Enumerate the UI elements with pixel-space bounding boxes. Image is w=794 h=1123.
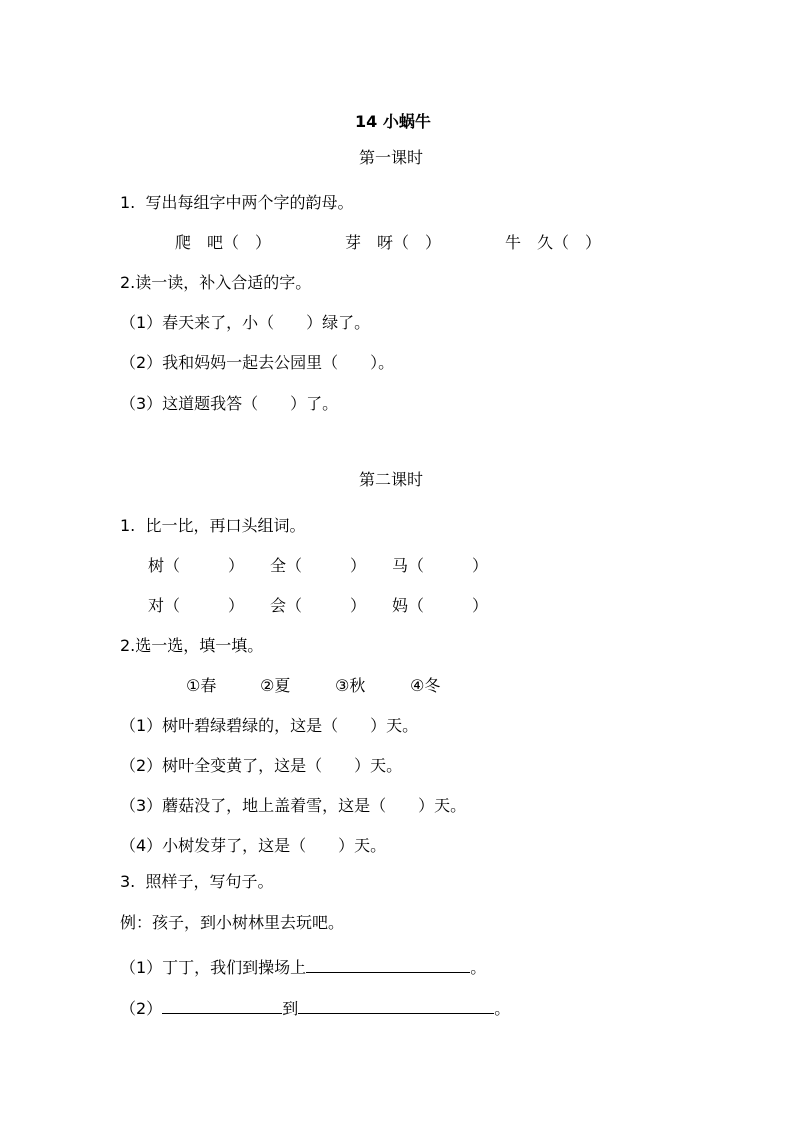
- l1-q2-item: （2）我和妈妈一起去公园里（ ）。: [120, 353, 395, 372]
- l1-q1-prompt: [120, 193, 353, 213]
- l2-q3-text: 照样子，写句子。: [145, 872, 274, 891]
- l2-q3-item1-end: 。: [470, 958, 487, 977]
- l2-q2-option: ②夏: [260, 676, 291, 695]
- answer-blank[interactable]: [298, 997, 494, 1014]
- l2-q1-text: 比一比，再口头组词。: [145, 516, 306, 535]
- l2-q3-item1-prefix: （1）丁丁，我们到操场上: [120, 958, 307, 977]
- l2-q3-example: 例：孩子，到小树林里去玩吧。: [120, 913, 345, 932]
- page-title: 14 小蜗牛: [355, 112, 431, 131]
- l2-q2-item: （4）小树发芽了，这是（ ）天。: [120, 836, 387, 855]
- l1-q2-item: （3）这道题我答（ ）了。: [120, 394, 339, 413]
- answer-blank[interactable]: [306, 956, 470, 973]
- l2-q3-item1: [120, 956, 486, 978]
- l1-q1-group: 芽 呀（ ）: [345, 233, 442, 252]
- l2-q1-label: 1.: [120, 516, 136, 535]
- l1-q1-group: 牛 久（ ）: [505, 233, 602, 252]
- l2-q3-prompt: [120, 872, 273, 892]
- l2-q3-label: 3.: [120, 872, 136, 891]
- l2-q2-item: （1）树叶碧绿碧绿的，这是（ ）天。: [120, 716, 419, 735]
- l2-q1-word: 马（ ）: [392, 556, 489, 575]
- l2-q2-option: ③秋: [335, 676, 366, 695]
- lesson2-heading: 第二课时: [359, 470, 424, 489]
- l2-q1-word: 对（ ）: [148, 596, 245, 615]
- answer-blank[interactable]: [162, 997, 282, 1014]
- l2-q2-item: （2）树叶全变黄了，这是（ ）天。: [120, 756, 403, 775]
- l2-q1-word: 全（ ）: [270, 556, 367, 575]
- l2-q1-word: 树（ ）: [148, 556, 245, 575]
- l2-q3-item2-end: 。: [494, 999, 511, 1018]
- l2-q2-item: （3）蘑菇没了，地上盖着雪，这是（ ）天。: [120, 796, 467, 815]
- lesson1-heading: 第一课时: [359, 148, 424, 167]
- l2-q3-item2-mid: 到: [282, 999, 299, 1018]
- l2-q1-word: 会（ ）: [270, 596, 367, 615]
- l2-q3-item2: [120, 997, 510, 1019]
- l2-q2-option: ④冬: [410, 676, 441, 695]
- l2-q1-word: 妈（ ）: [392, 596, 489, 615]
- l2-q3-item2-prefix: （2）: [120, 999, 163, 1018]
- l1-q1-group: 爬 吧（ ）: [175, 233, 272, 252]
- l1-q2-item: （1）春天来了，小（ ）绿了。: [120, 313, 371, 332]
- l1-q1-text: 写出每组字中两个字的韵母。: [145, 193, 354, 212]
- l1-q2-prompt: 2.读一读，补入合适的字。: [120, 273, 312, 292]
- l2-q2-option: ①春: [186, 676, 217, 695]
- l1-q1-label: 1.: [120, 193, 136, 212]
- l2-q2-prompt: 2.选一选，填一填。: [120, 636, 264, 655]
- l2-q1-prompt: [120, 516, 305, 536]
